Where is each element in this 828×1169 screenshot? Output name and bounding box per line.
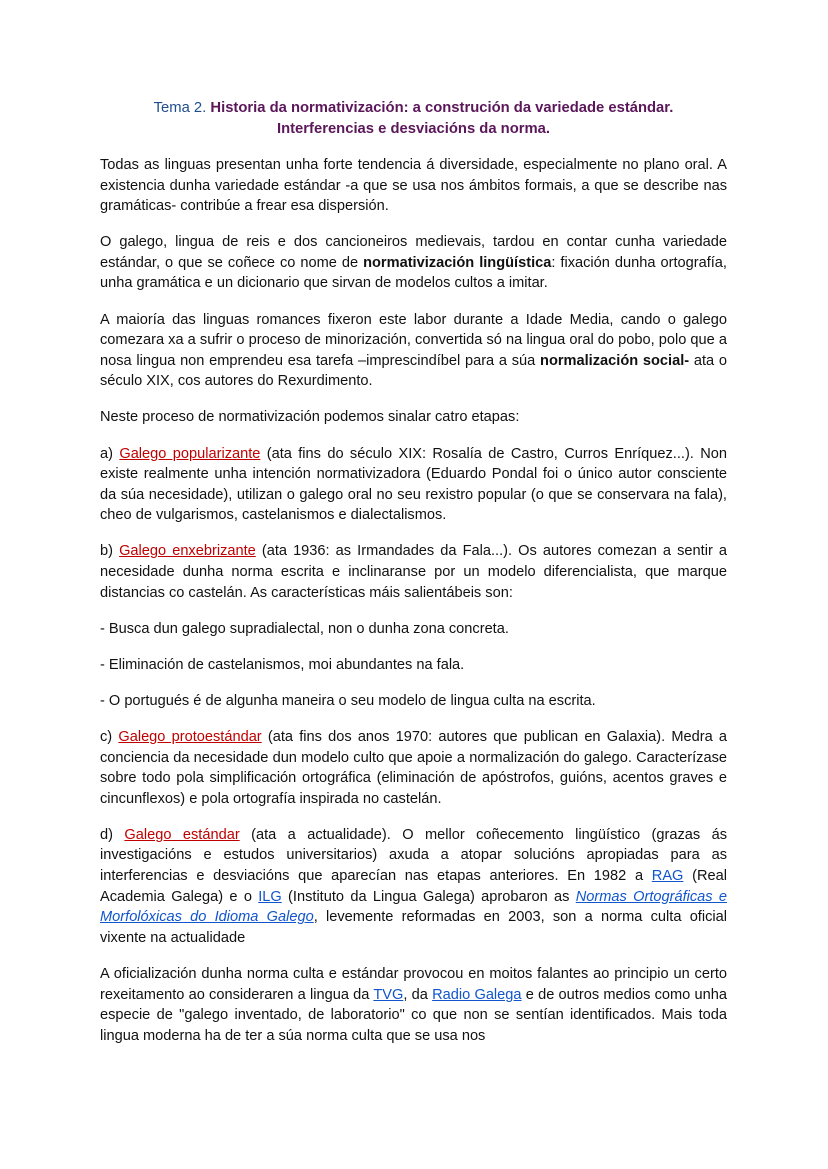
text-link[interactable]: Galego popularizante <box>119 445 261 462</box>
text-run: - O portugués é de algunha maneira o seu modelo de lingua culta na escrita. <box>100 692 596 709</box>
bold-text: normativización lingüística <box>363 254 552 271</box>
paragraph <box>100 444 727 526</box>
text-run: c) <box>100 728 119 745</box>
text-run: A maioría das linguas romances fixeron este labor durante a Idade Media, cando o galego comezara xa a sufrir o proceso de minorización, convertida só na lingua oral do pobo, polo que a nosa lingua non emprendeu esa tarefa –imprescindíbel para a súa <box>100 311 727 369</box>
paragraph <box>100 964 727 1046</box>
text-run: e de outros medios como unha especie de "galego inventado, de laboratorio" co que non se sentían identificados. Mais toda lingua moderna ha de ter a súa norma culta que se usa nos <box>100 986 727 1044</box>
text-run: (ata a actualidade). O mellor coñecemento lingüístico (grazas ás investigacións e estudos universitarios) axuda a atopar solucións apropiadas para as interferencias e desviacións que aparecían nas etapas anteriores. En 1982 a <box>100 826 727 885</box>
text-run: Todas as linguas presentan unha forte tendencia á diversidade, especialmente no plano oral. A existencia dunha variedade estándar -a que se usa nos ámbitos formais, a que se describe nas gramáticas- contribúe a frear esa dispersión. <box>100 157 727 215</box>
text-link[interactable]: Galego protoestándar <box>118 728 262 745</box>
text-link[interactable]: Galego estándar <box>124 826 240 843</box>
title-subtitle: Interferencias e desviacións da norma. <box>276 121 551 137</box>
paragraph <box>100 155 727 217</box>
text-run: A oficialización dunha norma culta e estándar provocou en moitos falantes ao principio un certo rexeitamento ao consideraren a lingua da <box>100 965 727 1003</box>
text-link[interactable]: Normas Ortográficas e Morfolóxicas do Idioma Galego <box>100 888 728 926</box>
text-run: - Eliminación de castelanismos, moi abundantes na fala. <box>100 656 465 673</box>
paragraph <box>100 310 727 392</box>
text-link[interactable]: ILG <box>258 888 282 905</box>
paragraph <box>100 232 727 294</box>
paragraph <box>100 619 727 640</box>
document-body <box>100 155 727 1046</box>
text-link[interactable]: Radio Galega <box>432 986 522 1003</box>
text-run: a) <box>100 445 120 462</box>
document-title <box>100 98 727 140</box>
bold-text: normalización social- <box>540 352 690 369</box>
paragraph <box>100 825 727 949</box>
text-run: (ata fins do século XIX: Rosalía de Castro, Curros Enríquez...). Non existe realmente unha intención normativizadora (Eduardo Pondal foi o único autor consciente da súa necesidade), utilizan o galego oral no seu rexistro popular (o que se conservara na fala), cheo de vulgarismos, castelanismos e dialectalismos. <box>100 445 727 524</box>
text-run: O galego, lingua de reis e dos cancioneiros medievais, tardou en contar cunha variedade estándar, o que se coñece co nome de <box>100 234 727 271</box>
text-link[interactable]: Galego enxebrizante <box>119 543 256 560</box>
paragraph <box>100 541 727 603</box>
paragraph <box>100 727 727 809</box>
text-run: (Real Academia Galega) e o <box>100 868 727 905</box>
text-run: d) <box>100 826 125 843</box>
document-page <box>100 98 727 1062</box>
paragraph <box>100 655 727 676</box>
title-topic-number: Tema 2. <box>153 100 211 116</box>
text-run: , da <box>403 986 433 1003</box>
text-run: (ata 1936: as Irmandades da Fala...). Os autores comezan a sentir a necesidade dunha norma escrita e inclinaranse por un modelo diferencialista, que marque distancias co castelán. As características máis salientábeis son: <box>100 543 727 601</box>
text-run: ata o século XIX, cos autores do Rexurdimento. <box>100 352 727 390</box>
text-run: Neste proceso de normativización podemos sinalar catro etapas: <box>100 409 520 426</box>
title-main: Historia da normativización: a construción da variedade estándar. <box>210 100 674 116</box>
text-link[interactable]: TVG <box>373 986 404 1003</box>
text-run: - Busca dun galego supradialectal, non o dunha zona concreta. <box>100 620 509 637</box>
text-run: : fixación dunha ortografía, unha gramática e un dicionario que sirvan de modelos cultos a imitar. <box>100 254 727 292</box>
text-run: b) <box>100 543 120 560</box>
paragraph <box>100 691 727 712</box>
paragraph <box>100 407 727 428</box>
text-link[interactable]: RAG <box>651 868 684 885</box>
text-run: (ata fins dos anos 1970: autores que publican en Galaxia). Medra a conciencia da necesidade dun modelo culto que apoie a normalización do galego. Caracterízase sobre todo pola simplificación ortográfica (eliminación de apóstrofos, guións, acentos graves e cincunflexos) e pola ortografía inspirada no castelán. <box>100 728 728 807</box>
text-run: , levemente reformadas en 2003, son a norma culta oficial vixente na actualidade <box>100 909 727 946</box>
text-run: (Instituto da Lingua Galega) aprobaron as <box>281 888 576 905</box>
